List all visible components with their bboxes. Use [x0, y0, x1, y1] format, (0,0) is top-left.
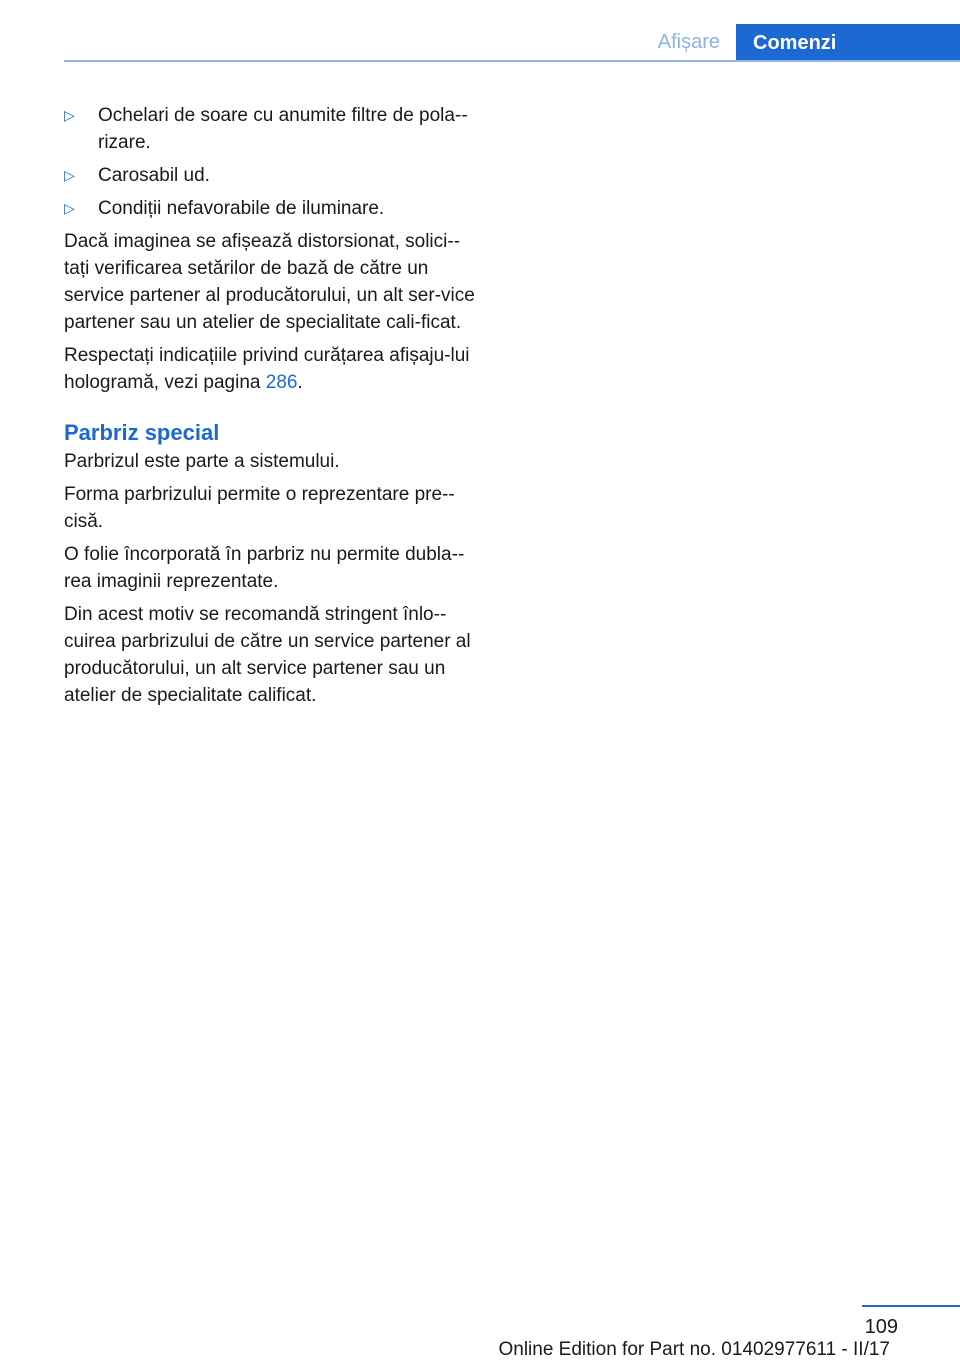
triangle-bullet-icon: ▷ [64, 167, 75, 183]
page-header [0, 0, 960, 62]
list-item-text: Carosabil ud. [98, 165, 210, 186]
list-item-text: Condiții nefavorabile de iluminare. [98, 198, 385, 219]
section-tab[interactable]: Afișare [657, 31, 720, 53]
cleaning-paragraph [64, 342, 478, 396]
special-paragraph: Din acest motiv se recomandă stringent înlo-cuirea parbrizului de către un service partener al producătorului, un alt service partener sau un atelier de specialitate calificat. [64, 604, 471, 706]
triangle-bullet-icon: ▷ [64, 107, 75, 123]
page-reference-link[interactable]: 286 [265, 372, 298, 393]
triangle-bullet-icon: ▷ [64, 200, 75, 216]
distortion-paragraph: Dacă imaginea se afișează distorsionat, solici-tați verificarea setărilor de bază de către un service partener al producătorului, un alt ser-vice partener sau un atelier de specialitate cali-ficat. [64, 231, 475, 333]
page-number: 109 [864, 1316, 898, 1338]
edition-note: Online Edition for Part no. 01402977611 - II/17 [498, 1339, 890, 1360]
special-paragraph: Forma parbrizului permite o reprezentare pre-cisă. [64, 484, 455, 532]
list-item [64, 162, 478, 189]
chapter-tab[interactable]: Comenzi [736, 24, 960, 62]
footer-divider [862, 1305, 960, 1307]
cleaning-text: Respectați indicațiile privind curățarea afișaju-lui hologramă, vezi pagina [64, 345, 470, 393]
header-divider [64, 60, 960, 62]
special-paragraph: O folie încorporată în parbriz nu permite dubla-rea imaginii reprezentate. [64, 544, 465, 592]
list-item [64, 195, 478, 222]
page-content [64, 102, 478, 715]
cleaning-end: . [297, 372, 303, 393]
special-paragraph: Parbrizul este parte a sistemului. [64, 451, 340, 472]
condition-list [64, 102, 478, 222]
list-item [64, 102, 478, 156]
list-item-text: Ochelari de soare cu anumite filtre de pola-rizare. [98, 105, 468, 153]
section-heading: Parbriz special [64, 420, 220, 445]
